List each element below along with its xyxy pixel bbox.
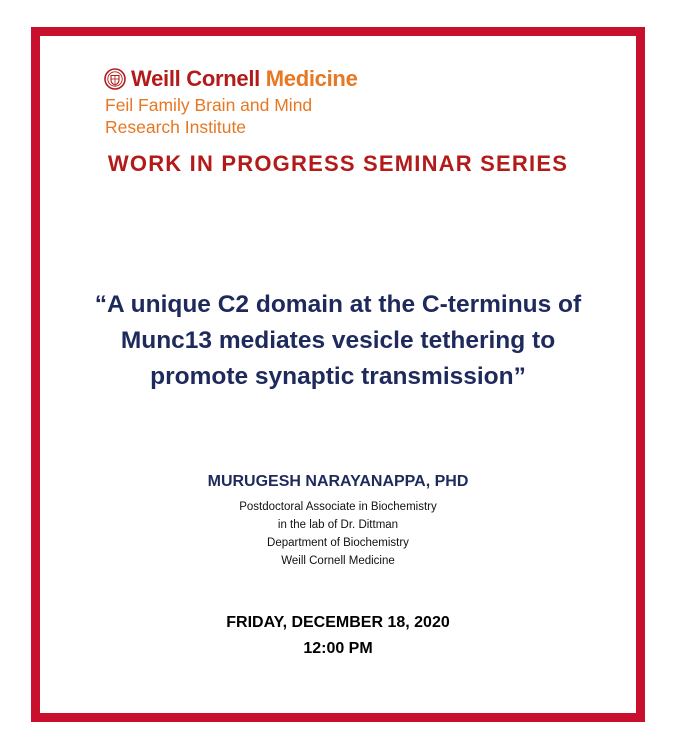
event-datetime [31, 610, 645, 662]
affiliation-line: Weill Cornell Medicine [281, 555, 395, 567]
talk-title-line: promote synaptic transmission” [150, 363, 526, 390]
speaker-affiliation [31, 498, 645, 570]
institution-name-part2: Medicine [265, 66, 358, 91]
institution-name-part1: Weill Cornell [131, 66, 266, 91]
event-time: 12:00 PM [303, 640, 373, 657]
talk-title [60, 287, 616, 395]
university-seal-icon [104, 68, 126, 90]
talk-title-line: Munc13 mediates vesicle tethering to [120, 327, 556, 354]
institution-logo [104, 67, 424, 142]
affiliation-line: Postdoctoral Associate in Biochemistry [239, 501, 437, 513]
affiliation-line: Department of Biochemistry [267, 537, 409, 549]
seminar-series-heading: WORK IN PROGRESS SEMINAR SERIES [107, 151, 569, 176]
institute-name-line2: Research Institute [105, 117, 247, 137]
institute-name-line1: Feil Family Brain and Mind [105, 95, 313, 115]
institution-name [131, 66, 358, 92]
talk-title-line: “A unique C2 domain at the C-terminus of [94, 291, 582, 318]
event-date: FRIDAY, DECEMBER 18, 2020 [226, 614, 450, 631]
speaker-name: MURUGESH NARAYANAPPA, PHD [207, 473, 469, 490]
affiliation-line: in the lab of Dr. Dittman [277, 519, 399, 531]
